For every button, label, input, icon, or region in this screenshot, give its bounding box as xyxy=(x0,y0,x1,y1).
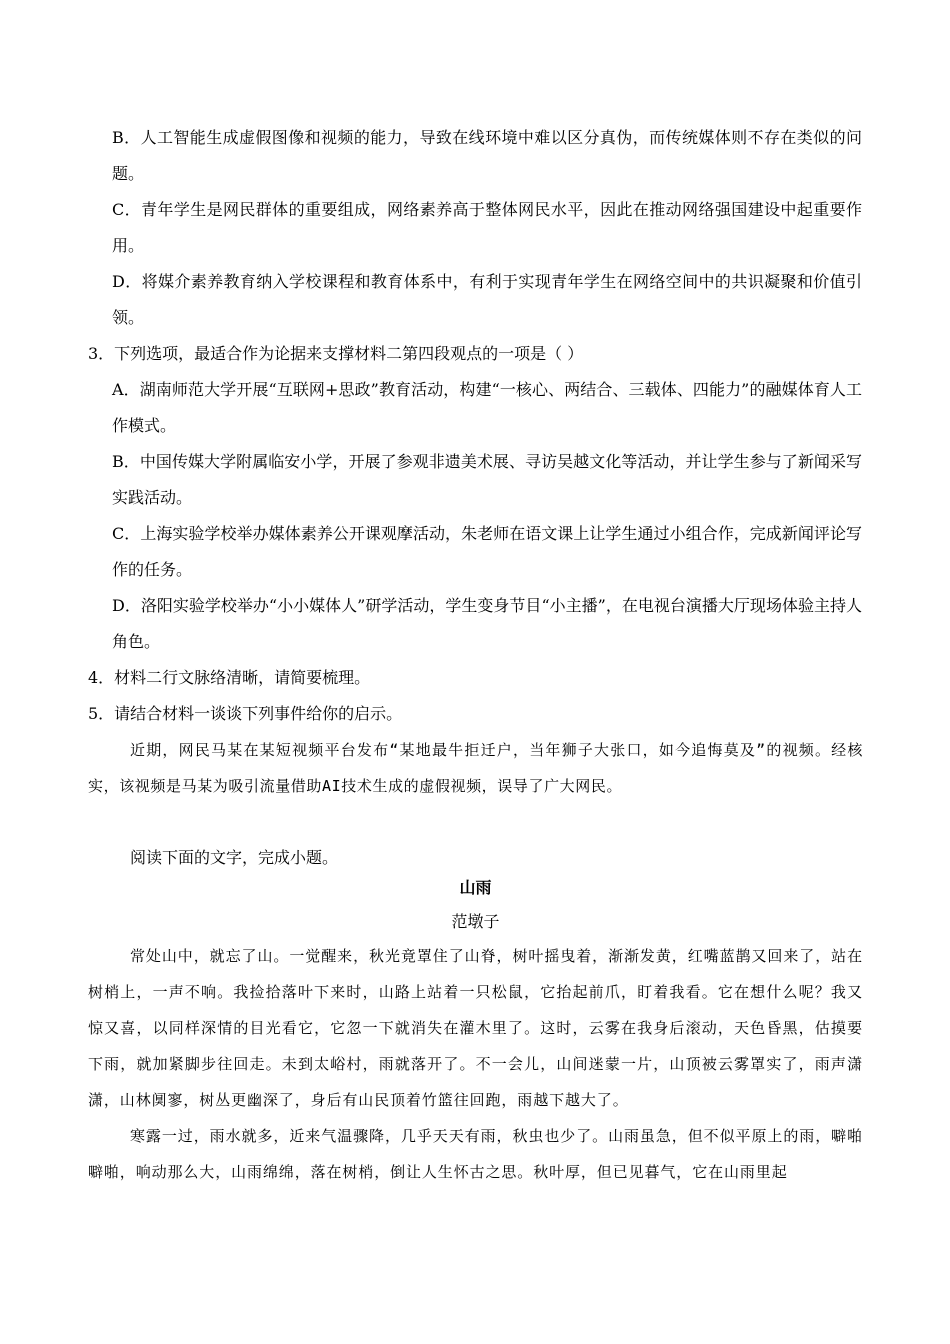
article-paragraph-2: 寒露一过，雨水就多，近来气温骤降，几乎天天有雨，秋虫也少了。山雨虽急，但不似平原上的雨，噼啪噼啪，响动那么大，山雨绵绵，落在树梢，倒让人生怀古之思。秋叶厚，但已见暮气，它在山雨里起 xyxy=(88,1127,863,1181)
article-author: 范墩子 xyxy=(451,912,500,931)
question-4: 4．材料二行文脉络清晰，请简要梳理。 xyxy=(88,668,371,687)
reading-instruction: 阅读下面的文字，完成小题。 xyxy=(130,848,339,867)
q2-option-b: B．人工智能生成虚假图像和视频的能力，导致在线环境中难以区分真伪，而传统媒体则不存在类似的问题。 xyxy=(112,128,862,183)
article-title: 山雨 xyxy=(459,878,492,897)
q2-option-d: D．将媒介素养教育纳入学校课程和教育体系中，有利于实现青年学生在网络空间中的共识凝聚和价值引领。 xyxy=(112,272,862,327)
question-3-stem: 3．下列选项，最适合作为论据来支撑材料二第四段观点的一项是（ ） xyxy=(88,344,584,363)
q3-option-c: C．上海实验学校举办媒体素养公开课观摩活动，朱老师在语文课上让学生通过小组合作，完成新闻评论写作的任务。 xyxy=(112,524,862,579)
q3-option-a: A．湖南师范大学开展“互联网+思政”教育活动，构建“一核心、两结合、三载体、四能力”的融媒体育人工作模式。 xyxy=(112,380,862,435)
q3-option-b: B．中国传媒大学附属临安小学，开展了参观非遗美术展、寻访吴越文化等活动，并让学生参与了新闻采写实践活动。 xyxy=(112,452,862,507)
article-paragraph-1: 常处山中，就忘了山。一觉醒来，秋光竟罩住了山脊，树叶摇曳着，渐渐发黄，红嘴蓝鹊又回来了，站在树梢上，一声不响。我捡拾落叶下来时，山路上站着一只松鼠，它抬起前爪，盯着我看。它在想什么呢？我又惊又喜，以同样深情的目光看它，它忽一下就消失在灌木里了。这时，云雾在我身后滚动，天色昏黑，估摸要下雨，就加紧脚步往回走。未到太峪村，雨就落开了。不一会儿，山间迷蒙一片，山顶被云雾罩实了，雨声潇潇，山林阒寥，树丛更幽深了，身后有山民顶着竹篮往回跑，雨越下越大了。 xyxy=(88,947,863,1109)
q3-option-d: D．洛阳实验学校举办“小小媒体人”研学活动，学生变身节目“小主播”，在电视台演播大厅现场体验主持人角色。 xyxy=(112,596,862,651)
q5-material: 近期，网民马某在某短视频平台发布“某地最牛拒迁户，当年狮子大张口，如今追悔莫及”的视频。经核实，该视频是马某为吸引流量借助AI技术生成的虚假视频，误导了广大网民。 xyxy=(88,741,863,795)
question-5: 5．请结合材料一谈谈下列事件给你的启示。 xyxy=(88,704,403,723)
q2-option-c: C．青年学生是网民群体的重要组成，网络素养高于整体网民水平，因此在推动网络强国建设中起重要作用。 xyxy=(112,200,862,255)
